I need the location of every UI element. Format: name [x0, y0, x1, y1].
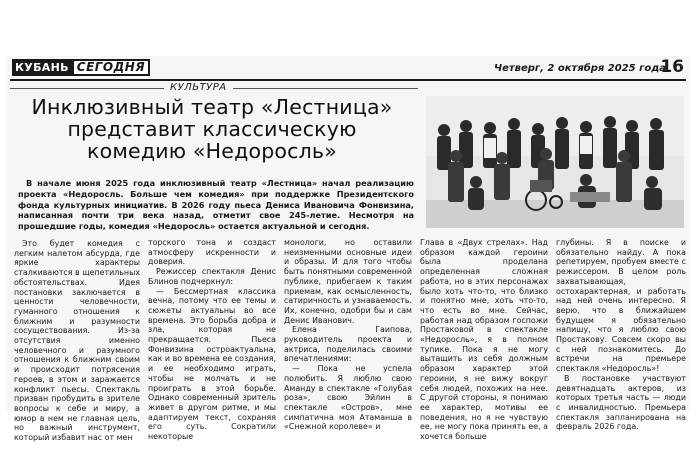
column-2-text-a: торского тона и создаст атмосферу искренности и доверия.	[148, 238, 276, 267]
rubric-label: КУЛЬТУРА	[164, 82, 233, 93]
issue-date: Четверг, 2 октября 2025 года	[494, 63, 667, 74]
column-4-text: Глава в «Двух стрелах». Над образом каждой героини была проделана определенная сложная работа, но в этих персонажах было хоть что-то, что близко и понятно мне, хоть что-то, что есть во мне. Сейчас, работая над образом госпожи Простаковой в спектакле «Недоросль», я в полном тупике. Пока я не могу вытащить из себя должным образом характер этой героини, я не вижу вокруг себя людей, похожих на нее. С другой стороны, я понимаю ее характер, мотивы ее поведения, но я не чувствую ее, не могу пока принять ее, а хочется больше	[420, 238, 548, 442]
column-2-text-b: Режиссер спектакля Денис Блинов подчеркнул:	[148, 267, 276, 286]
column-1-text: Это будет комедия с легким налетом абсурда, где яркие характеры сталкиваются в щепетильных обстоятельствах. Идея постановки заключается в ценности человечности, гуманного отношения к ближним и разумности сосуществования. Из-за отсутствия именно человечного и разумного отношения к ближним своим и происходит потрясения героев, в этом и заражается конфликт пьесы. Спектакль призван пробудить в зрителе вопросы к себе и миру, а юмор в нем не главная цель, но важный инструмент, который избавит нас от мен	[14, 239, 140, 443]
headline-line-3: комедию «Недоросль»	[87, 139, 337, 163]
logo-left: КУБАНЬ	[12, 59, 72, 76]
logo-right: СЕГОДНЯ	[72, 59, 150, 76]
column-3-text-a: монологи, но оставили неизменными основные идеи и образы. И для того чтобы быть понятными современной публике, прибегаем к таким приемам, как осмысленность, сатиричность и узнаваемость. Их, конечно, одобри бы и сам Денис Иванович.	[284, 238, 412, 325]
column-3-text-c: — Пока не успела полюбить. Я люблю свою Аманду в спектакле «Голубая роза», свою Эйлин в спектакле «Остров», мне симпатична моя Атаманша в «Снежной королеве» и	[284, 364, 412, 432]
troupe-photo	[426, 96, 684, 228]
headline-line-2: представит классическую	[67, 117, 357, 141]
section-rubric	[6, 81, 426, 95]
body-column-5	[556, 238, 686, 432]
body-column-2	[148, 238, 276, 442]
article-headline	[12, 96, 412, 162]
column-3-text-b: Елена Гаипова, руководитель проекта и актриса, поделилась своими впечатлениями:	[284, 325, 412, 364]
masthead	[6, 56, 690, 80]
newspaper-page	[6, 56, 690, 443]
body-column-4	[420, 238, 548, 442]
headline-line-1: Инклюзивный театр «Лестница»	[31, 95, 393, 119]
column-2-text-c: — Бессмертная классика вечна, потому что ее темы и сюжеты актуальны во все времена. Это борьба добра и зла, которая не прекращается. Пьеса Фонвизина остроактуальна, как и во времена ее создания, и ее необходимо играть, чтобы не молчать и не проиграть в этой борьбе. Однако современный зритель живет в другом ритме, и мы адаптируем текст, сохраняя его суть. Сократили некоторые	[148, 286, 276, 442]
article-lead: В начале июня 2025 года инклюзивный театр «Лестница» начал реализацию проекта «Недоросль. Больше чем комедия» при поддержке Президентского фонда культурных инициатив. В 2026 году пьеса Дениса Ивановича Фонвизина, написанная почти три века назад, отметит свое 245-летие. Несмотря на прошедшие годы, комедия «Недоросль» остается актуальной и сегодня.	[18, 178, 414, 232]
newspaper-logo	[12, 59, 150, 76]
page-number: 16	[660, 57, 684, 77]
body-column-3	[284, 238, 412, 432]
group-photo-image	[426, 96, 684, 228]
column-5-text-a: глубины. Я в поиске и обязательно найду. А пока репетируем, пробуем вместе с режиссером. В целом роль захватывающая, остохарактерная, и работать над ней очень интересно. Я верю, что в ближайшем будущем я обязательно напишу, что я люблю свою Простакову. Совсем скоро вы с ней познакомитесь. До встречи на премьере спектакля «Недоросль»!	[556, 238, 686, 374]
body-column-1	[14, 239, 140, 443]
column-5-text-b: В постановке участвуют девятнадцать актеров, из которых третья часть — люди с инвалидностью. Премьера спектакля запланирована на февраль 2026 года.	[556, 373, 686, 432]
